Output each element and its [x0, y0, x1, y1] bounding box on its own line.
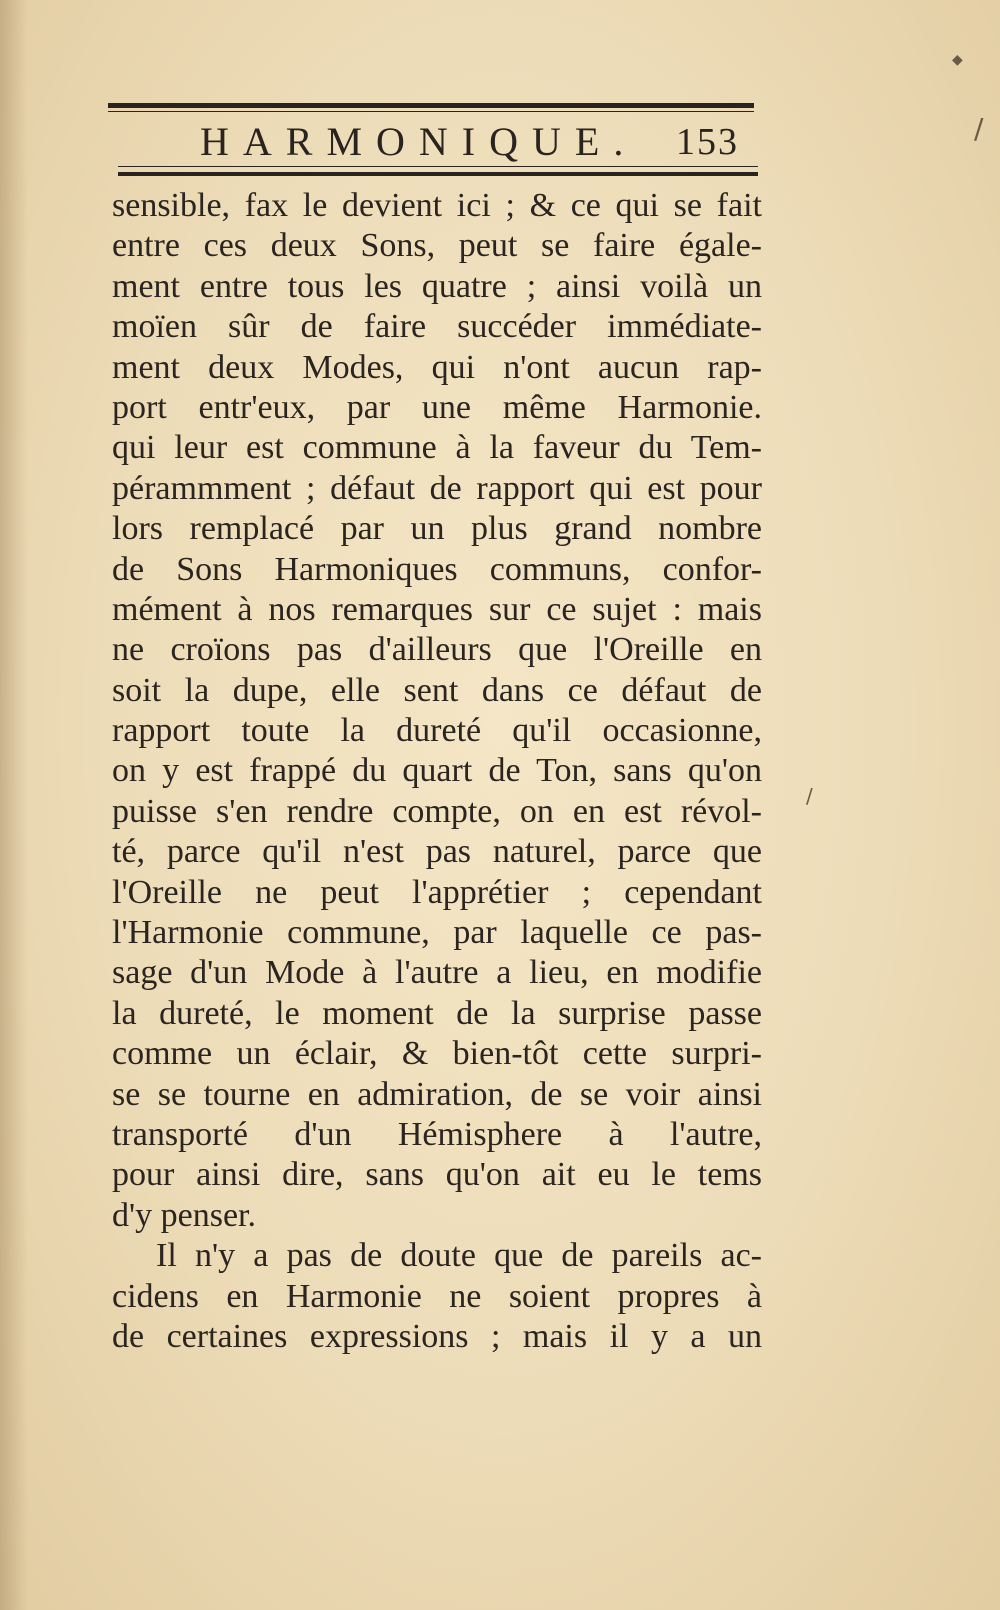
text-line: puisse s'en rendre compte, on en est révol- — [112, 792, 762, 830]
text-line: mément à nos remarques sur ce sujet : mais — [112, 590, 762, 628]
text-line: d'y penser. — [112, 1196, 256, 1234]
header-rule-thin — [108, 111, 754, 112]
text-line: transporté d'un Hémisphere à l'autre, — [112, 1115, 762, 1153]
text-line: ment entre tous les quatre ; ainsi voilà un — [112, 267, 762, 305]
text-line: lors remplacé par un plus grand nombre — [112, 510, 762, 548]
running-title: HARMONIQUE. — [200, 119, 638, 164]
text-line: sensible, fax le devient ici ; & ce qui se fait — [112, 187, 762, 224]
text-line: comme un éclair, & bien-tôt cette surpri- — [112, 1035, 762, 1073]
margin-scratch-mark: / — [806, 784, 813, 808]
text-line: l'Oreille ne peut l'apprétier ; cependant — [112, 873, 762, 911]
body-text — [112, 186, 762, 1357]
text-line: l'Harmonie commune, par laquelle ce pas- — [112, 914, 762, 952]
page-edge-shadow — [0, 0, 28, 1610]
text-line: pérammment ; défaut de rapport qui est pour — [112, 469, 762, 507]
text-line: se se tourne en admiration, de se voir ainsi — [112, 1075, 762, 1113]
text-line: té, parce qu'il n'est pas naturel, parce que — [112, 833, 762, 871]
text-line: port entr'eux, par une même Harmonie. — [112, 388, 762, 426]
page-number: 153 — [676, 121, 739, 163]
text-line: ne croïons pas d'ailleurs que l'Oreille en — [112, 631, 762, 669]
text-line: ment deux Modes, qui n'ont aucun rap- — [112, 348, 762, 386]
text-line: rapport toute la dureté qu'il occasionne, — [112, 712, 762, 750]
text-line: sage d'un Mode à l'autre a lieu, en modifie — [112, 954, 762, 992]
text-line: de certaines expressions ; mais il y a un — [112, 1317, 762, 1355]
header-underline-thick — [118, 172, 758, 176]
header-rule-thick — [108, 103, 754, 108]
header-underline-thin — [118, 166, 758, 167]
text-line: moïen sûr de faire succéder immédiate- — [112, 308, 762, 346]
margin-scratch-mark: ◆ — [952, 52, 963, 68]
text-line: on y est frappé du quart de Ton, sans qu'on — [112, 752, 762, 790]
text-line: la dureté, le moment de la surprise passe — [112, 994, 762, 1032]
text-line: soit la dupe, elle sent dans ce défaut de — [112, 671, 762, 709]
margin-scratch-mark: / — [974, 112, 984, 145]
text-line: de Sons Harmoniques communs, confor- — [112, 550, 762, 588]
text-line: qui leur est commune à la faveur du Tem- — [112, 429, 762, 467]
text-line: entre ces deux Sons, peut se faire égale- — [112, 227, 762, 265]
text-line: cidens en Harmonie ne soient propres à — [112, 1277, 762, 1315]
text-line: Il n'y a pas de doute que de pareils ac- — [156, 1237, 762, 1275]
text-line: pour ainsi dire, sans qu'on ait eu le tems — [112, 1156, 762, 1194]
